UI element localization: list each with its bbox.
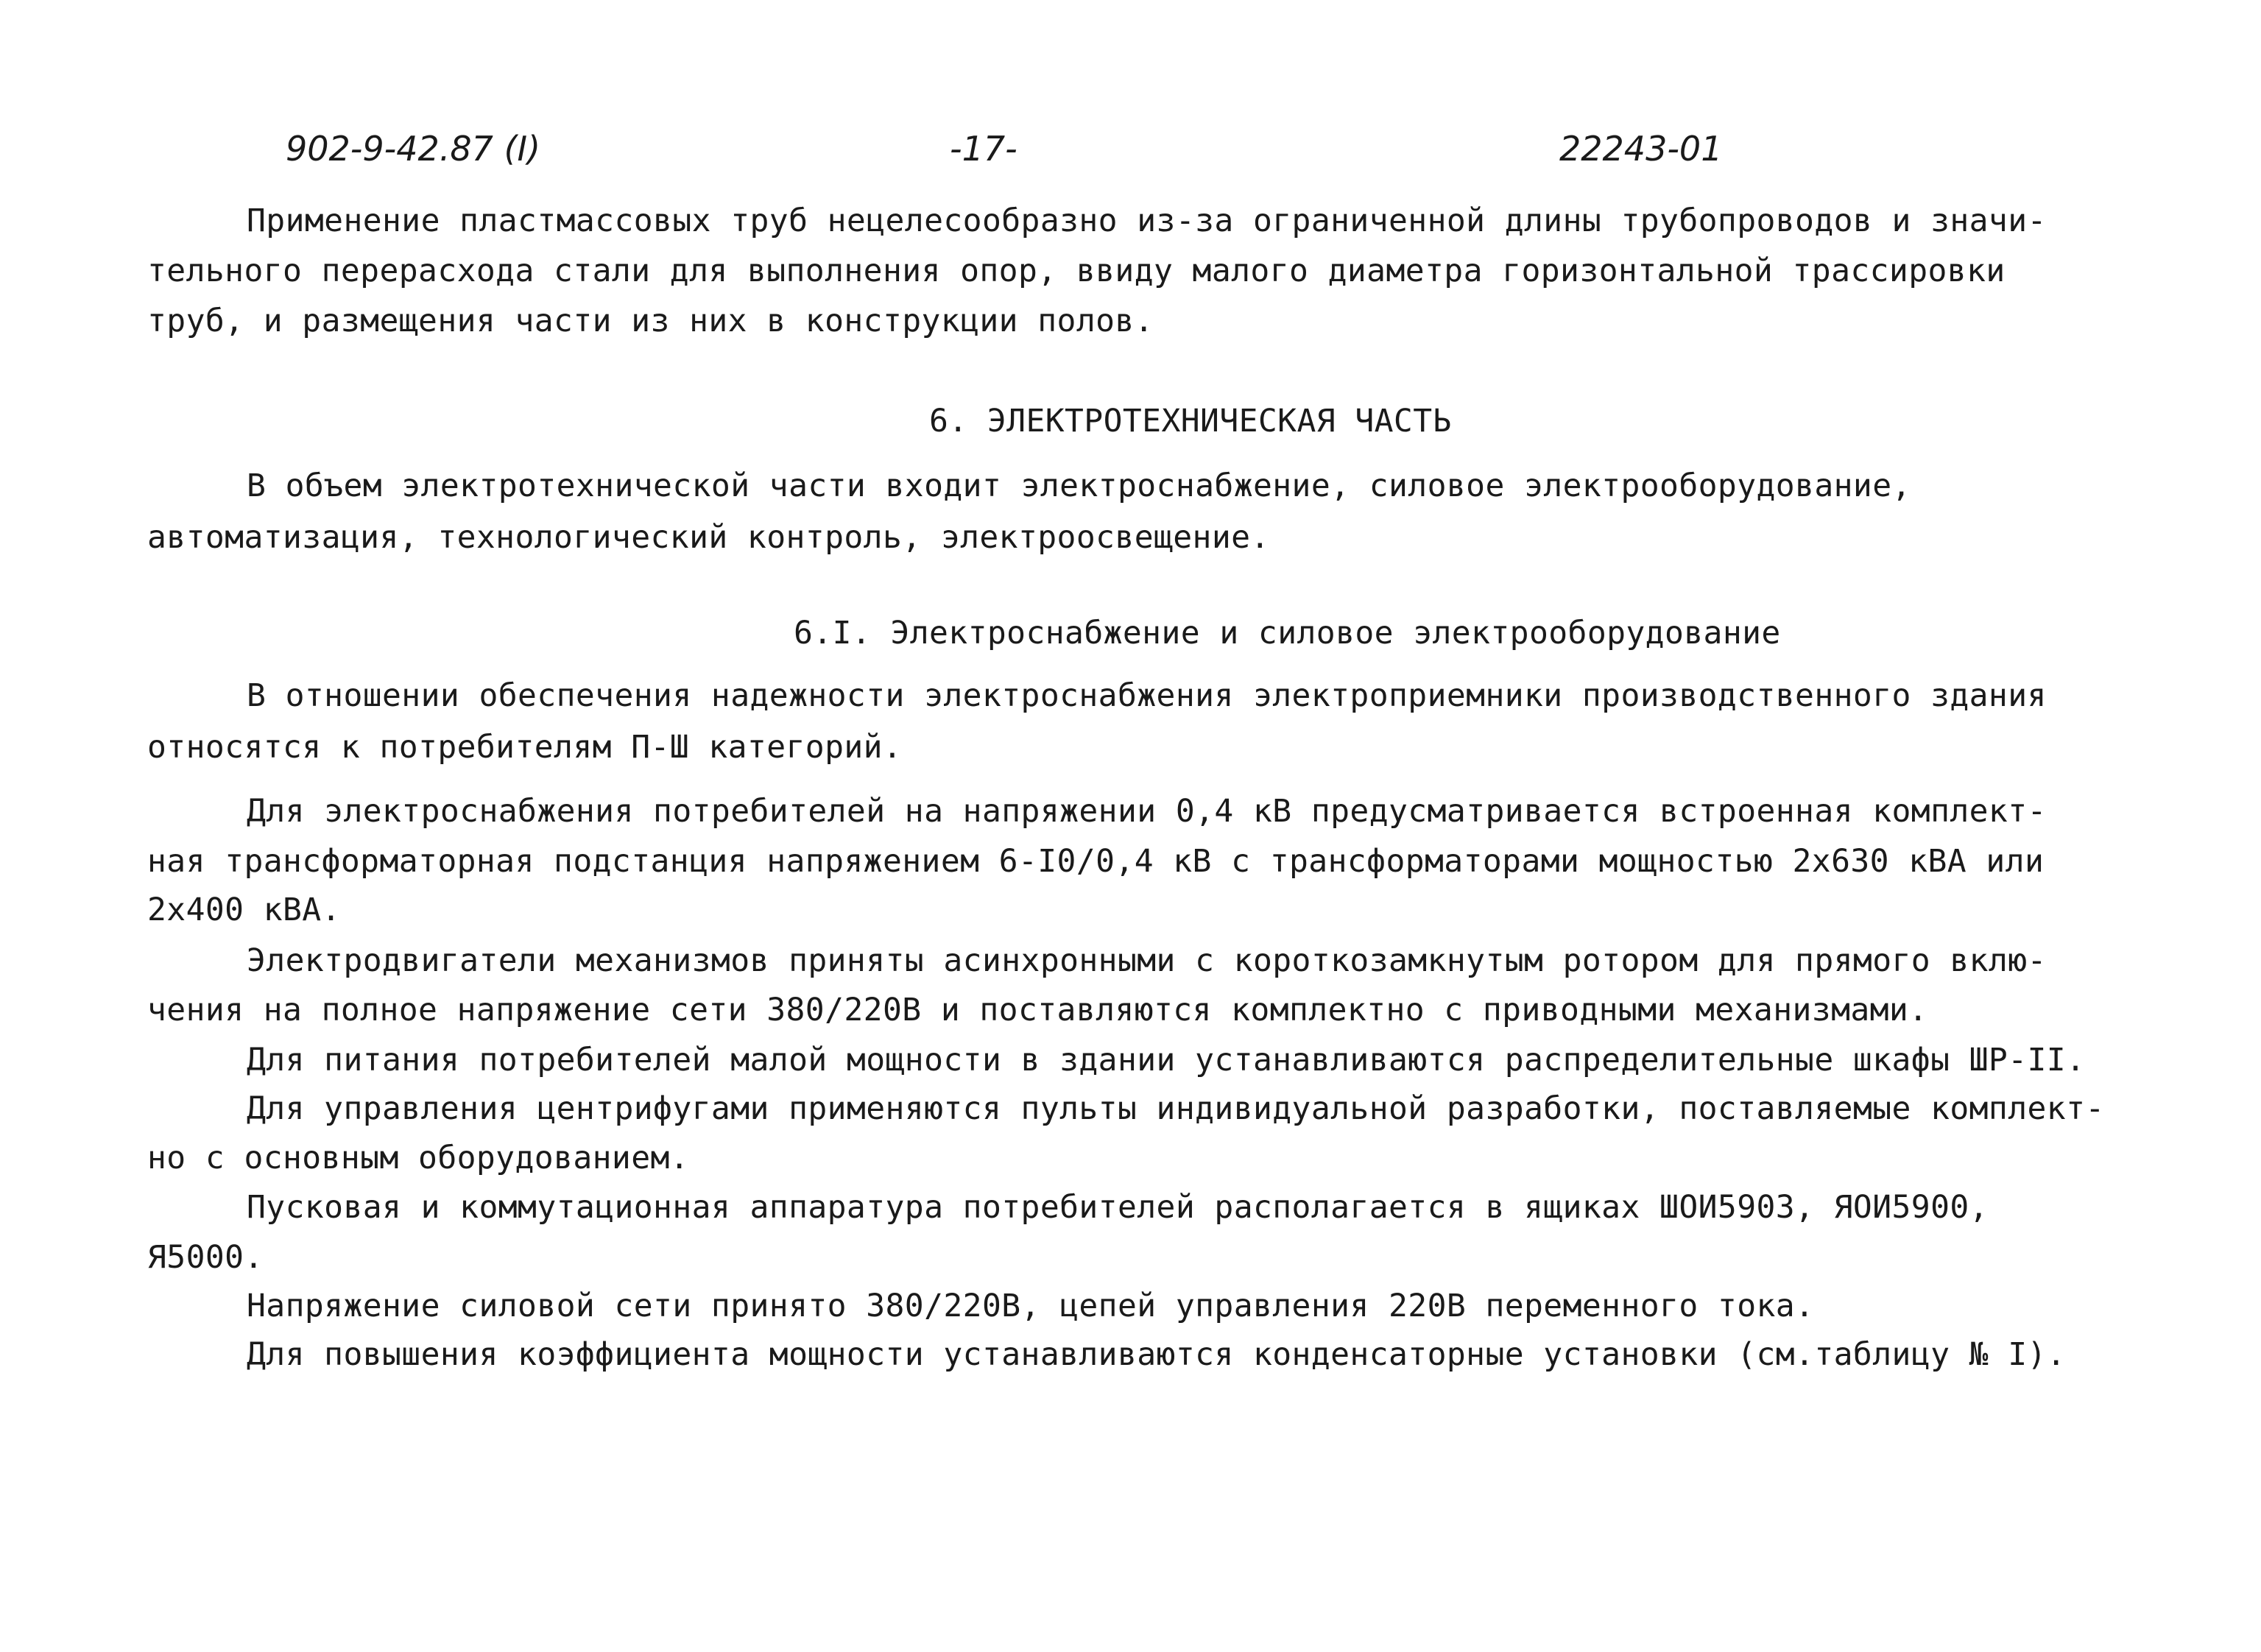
text-line: Я5000. — [147, 1239, 264, 1276]
text-line: ная трансформаторная подстанция напряжением 6-I0/0,4 кВ с трансформаторами мощностью 2х630 кВА или — [147, 843, 2045, 880]
text-line: Применение пластмассовых труб нецелесообразно из-за ограниченной длины трубопроводов и значи- — [247, 202, 2047, 239]
sheet-code: 22243-01 — [1559, 129, 1723, 169]
text-line: тельного перерасхода стали для выполнения опор, ввиду малого диаметра горизонтальной трассировки — [147, 253, 2006, 289]
text-line: автоматизация, технологический контроль, электроосвещение. — [147, 519, 1270, 556]
page-number: -17- — [950, 129, 1017, 169]
text-line: Напряжение силовой сети принято 380/220В, цепей управления 220В переменного тока. — [247, 1288, 1815, 1324]
text-line: Для питания потребителей малой мощности в здании устанавливаются распределительные шкафы ШР-II. — [247, 1042, 2086, 1079]
text-line: Для электроснабжения потребителей на напряжении 0,4 кВ предусматривается встроенная комплект- — [247, 793, 2047, 830]
text-line: относятся к потребителям П-Ш категорий. — [147, 729, 903, 766]
text-line: Пусковая и коммутационная аппаратура потребителей располагается в ящиках ШОИ5903, ЯОИ5900, — [247, 1189, 1989, 1226]
text-line: Для повышения коэффициента мощности устанавливаются конденсаторные установки (см.таблицу № I). — [247, 1336, 2067, 1373]
text-line: Для управления центрифугами применяются пульты индивидуальной разработки, поставляемые комплект- — [247, 1090, 2105, 1127]
text-line: но с основным оборудованием. — [147, 1140, 690, 1176]
text-line: В объем электротехнической части входит электроснабжение, силовое электрооборудование, — [247, 467, 1911, 504]
text-line: труб, и размещения части из них в конструкции полов. — [147, 303, 1154, 339]
subsection-heading: 6.I. Электроснабжение и силовое электрооборудование — [794, 615, 1781, 652]
text-line: 2х400 кВА. — [147, 892, 341, 928]
text-line: Электродвигатели механизмов приняты асинхронными с короткозамкнутым ротором для прямого вклю- — [247, 942, 2047, 979]
text-line: чения на полное напряжение сети 380/220В и поставляются комплектно с приводными механизмами. — [147, 992, 1928, 1028]
section-heading: 6. ЭЛЕКТРОТЕХНИЧЕСКАЯ ЧАСТЬ — [929, 403, 1452, 440]
doc-code: 902-9-42.87 (I) — [286, 129, 541, 169]
text-line: В отношении обеспечения надежности электроснабжения электроприемники производственного здания — [247, 677, 2047, 714]
